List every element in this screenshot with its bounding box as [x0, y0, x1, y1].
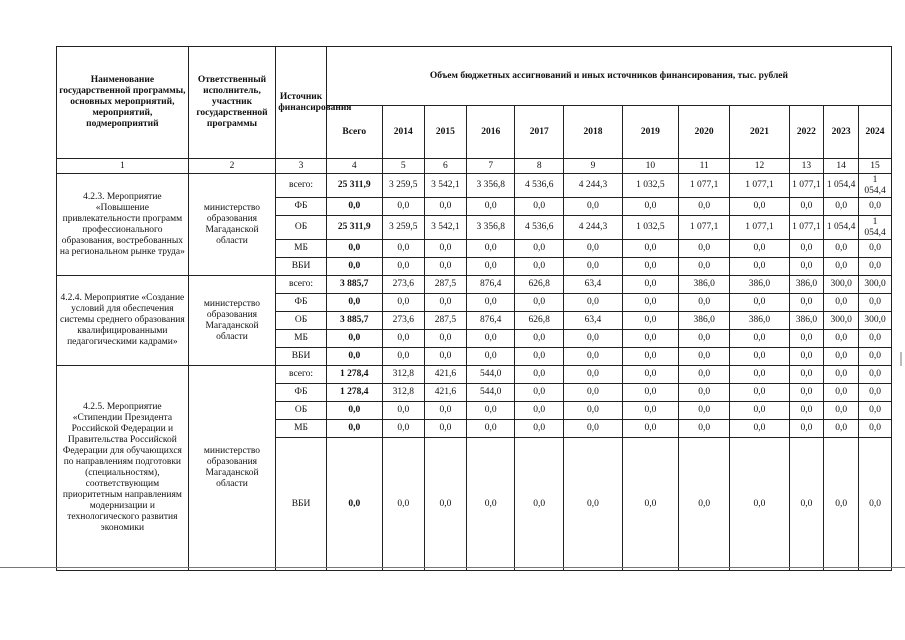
funding-source: ФБ	[276, 384, 327, 402]
budget-table-page	[56, 46, 892, 571]
year-value-2014: 312,8	[382, 384, 424, 402]
year-value-2019: 0,0	[622, 240, 678, 258]
year-value-2022: 0,0	[789, 366, 824, 384]
year-value-2019: 0,0	[622, 276, 678, 294]
header-column-number: 2	[188, 159, 275, 174]
year-value-2016: 0,0	[467, 240, 515, 258]
year-value-2019: 0,0	[622, 330, 678, 348]
header-source: Источник финансирования	[276, 47, 327, 159]
header-year-2024: 2024	[859, 106, 892, 159]
funding-source: ВБИ	[276, 438, 327, 571]
total-value: 25 311,9	[326, 174, 382, 198]
total-value: 0,0	[326, 330, 382, 348]
total-value: 0,0	[326, 402, 382, 420]
year-value-2016: 0,0	[467, 402, 515, 420]
year-value-2015: 421,6	[424, 366, 466, 384]
year-value-2019: 0,0	[622, 258, 678, 276]
year-value-2019: 1 032,5	[622, 174, 678, 198]
year-value-2014: 0,0	[382, 438, 424, 571]
year-value-2023: 1 054,4	[824, 216, 859, 240]
funding-source: всего:	[276, 174, 327, 198]
total-value: 0,0	[326, 240, 382, 258]
year-value-2018: 0,0	[563, 348, 622, 366]
year-value-2024: 1 054,4	[859, 216, 892, 240]
header-column-number: 13	[789, 159, 824, 174]
year-value-2014: 0,0	[382, 330, 424, 348]
year-value-2024: 0,0	[859, 348, 892, 366]
total-value: 0,0	[326, 294, 382, 312]
year-value-2017: 4 536,6	[515, 174, 563, 198]
year-value-2021: 0,0	[730, 294, 789, 312]
year-value-2017: 626,8	[515, 312, 563, 330]
year-value-2019: 0,0	[622, 312, 678, 330]
total-value: 3 885,7	[326, 276, 382, 294]
year-value-2023: 300,0	[824, 312, 859, 330]
year-value-2020: 386,0	[678, 276, 730, 294]
header-column-number: 15	[859, 159, 892, 174]
year-value-2019: 1 032,5	[622, 216, 678, 240]
year-value-2024: 0,0	[859, 240, 892, 258]
year-value-2016: 0,0	[467, 348, 515, 366]
table-row	[57, 366, 892, 384]
year-value-2024: 1 054,4	[859, 174, 892, 198]
measure-title: 4.2.4. Мероприятие «Создание условий для обеспечения системы среднего образования квалифицированными педагогическими кадрами»	[57, 276, 189, 366]
year-value-2022: 0,0	[789, 402, 824, 420]
total-value: 0,0	[326, 438, 382, 571]
funding-source: ОБ	[276, 216, 327, 240]
year-value-2016: 0,0	[467, 258, 515, 276]
year-value-2021: 0,0	[730, 384, 789, 402]
year-value-2023: 0,0	[824, 348, 859, 366]
year-value-2014: 0,0	[382, 420, 424, 438]
year-value-2020: 386,0	[678, 312, 730, 330]
year-value-2023: 0,0	[824, 384, 859, 402]
year-value-2017: 0,0	[515, 330, 563, 348]
year-value-2014: 0,0	[382, 258, 424, 276]
total-value: 0,0	[326, 198, 382, 216]
year-value-2020: 0,0	[678, 438, 730, 571]
year-value-2018: 0,0	[563, 420, 622, 438]
year-value-2022: 0,0	[789, 198, 824, 216]
header-column-number: 7	[467, 159, 515, 174]
year-value-2018: 0,0	[563, 366, 622, 384]
header-column-number: 5	[382, 159, 424, 174]
year-value-2017: 0,0	[515, 420, 563, 438]
header-year-2014: 2014	[382, 106, 424, 159]
year-value-2015: 0,0	[424, 258, 466, 276]
year-value-2019: 0,0	[622, 420, 678, 438]
year-value-2017: 0,0	[515, 198, 563, 216]
year-value-2018: 0,0	[563, 402, 622, 420]
year-value-2014: 0,0	[382, 348, 424, 366]
year-value-2023: 1 054,4	[824, 174, 859, 198]
responsible-executor: министерство образования Магаданской области	[188, 174, 275, 276]
total-value: 1 278,4	[326, 384, 382, 402]
year-value-2024: 0,0	[859, 384, 892, 402]
year-value-2021: 1 077,1	[730, 174, 789, 198]
year-value-2024: 0,0	[859, 294, 892, 312]
funding-source: ОБ	[276, 312, 327, 330]
year-value-2015: 0,0	[424, 240, 466, 258]
funding-source: ФБ	[276, 294, 327, 312]
year-value-2020: 0,0	[678, 258, 730, 276]
year-value-2015: 3 542,1	[424, 174, 466, 198]
year-value-2018: 0,0	[563, 294, 622, 312]
year-value-2024: 0,0	[859, 438, 892, 571]
header-year-2020: 2020	[678, 106, 730, 159]
year-value-2020: 0,0	[678, 348, 730, 366]
year-value-2021: 0,0	[730, 402, 789, 420]
page-bottom-rule	[0, 567, 905, 568]
year-value-2021: 386,0	[730, 276, 789, 294]
year-value-2023: 0,0	[824, 420, 859, 438]
header-column-number: 14	[824, 159, 859, 174]
funding-source: ФБ	[276, 198, 327, 216]
year-value-2017: 0,0	[515, 384, 563, 402]
year-value-2023: 0,0	[824, 198, 859, 216]
header-column-number: 9	[563, 159, 622, 174]
year-value-2015: 287,5	[424, 312, 466, 330]
year-value-2015: 0,0	[424, 330, 466, 348]
year-value-2024: 0,0	[859, 366, 892, 384]
total-value: 1 278,4	[326, 366, 382, 384]
year-value-2019: 0,0	[622, 438, 678, 571]
year-value-2016: 0,0	[467, 330, 515, 348]
year-value-2022: 0,0	[789, 348, 824, 366]
measure-title: 4.2.5. Мероприятие «Стипендии Президента Российской Федерации и Правительства Российской Федерации для обучающихся по направлениям подготовки (специальностям), соответствующим приоритетным направлениям модернизации и технологического развития экономики	[57, 366, 189, 571]
year-value-2017: 0,0	[515, 366, 563, 384]
year-value-2022: 1 077,1	[789, 216, 824, 240]
year-value-2017: 0,0	[515, 294, 563, 312]
year-value-2016: 0,0	[467, 420, 515, 438]
header-column-number: 6	[424, 159, 466, 174]
year-value-2017: 0,0	[515, 348, 563, 366]
header-column-number: 1	[57, 159, 189, 174]
header-year-2022: 2022	[789, 106, 824, 159]
year-value-2016: 0,0	[467, 438, 515, 571]
header-year-2018: 2018	[563, 106, 622, 159]
year-value-2023: 0,0	[824, 366, 859, 384]
year-value-2020: 1 077,1	[678, 174, 730, 198]
year-value-2016: 876,4	[467, 276, 515, 294]
total-value: 3 885,7	[326, 312, 382, 330]
funding-source: ВБИ	[276, 258, 327, 276]
year-value-2020: 0,0	[678, 420, 730, 438]
scan-artifact	[900, 352, 902, 366]
funding-source: МБ	[276, 420, 327, 438]
year-value-2022: 386,0	[789, 276, 824, 294]
header-column-number: 3	[276, 159, 327, 174]
header-executor: Ответственный исполнитель, участник государственной программы	[188, 47, 275, 159]
year-value-2024: 0,0	[859, 330, 892, 348]
year-value-2014: 273,6	[382, 312, 424, 330]
year-value-2021: 0,0	[730, 348, 789, 366]
measure-title: 4.2.3. Мероприятие «Повышение привлекательности программ профессионального образования, востребованных на региональном рынке труда»	[57, 174, 189, 276]
year-value-2015: 0,0	[424, 438, 466, 571]
year-value-2021: 0,0	[730, 198, 789, 216]
year-value-2023: 0,0	[824, 438, 859, 571]
year-value-2016: 0,0	[467, 198, 515, 216]
year-value-2023: 0,0	[824, 402, 859, 420]
header-year-2019: 2019	[622, 106, 678, 159]
year-value-2024: 300,0	[859, 276, 892, 294]
year-value-2015: 0,0	[424, 402, 466, 420]
year-value-2020: 1 077,1	[678, 216, 730, 240]
year-value-2014: 0,0	[382, 198, 424, 216]
year-value-2018: 0,0	[563, 438, 622, 571]
year-value-2022: 1 077,1	[789, 174, 824, 198]
header-column-number: 12	[730, 159, 789, 174]
year-value-2021: 0,0	[730, 330, 789, 348]
year-value-2021: 0,0	[730, 438, 789, 571]
year-value-2016: 3 356,8	[467, 216, 515, 240]
year-value-2021: 0,0	[730, 366, 789, 384]
table-row	[57, 174, 892, 198]
funding-source: МБ	[276, 330, 327, 348]
year-value-2015: 0,0	[424, 198, 466, 216]
year-value-2015: 0,0	[424, 420, 466, 438]
year-value-2018: 0,0	[563, 258, 622, 276]
year-value-2024: 0,0	[859, 402, 892, 420]
year-value-2023: 0,0	[824, 240, 859, 258]
year-value-2019: 0,0	[622, 402, 678, 420]
year-value-2024: 0,0	[859, 198, 892, 216]
table-row	[57, 276, 892, 294]
year-value-2022: 0,0	[789, 294, 824, 312]
year-value-2020: 0,0	[678, 294, 730, 312]
year-value-2021: 386,0	[730, 312, 789, 330]
year-value-2019: 0,0	[622, 294, 678, 312]
year-value-2014: 312,8	[382, 366, 424, 384]
year-value-2018: 0,0	[563, 384, 622, 402]
year-value-2020: 0,0	[678, 198, 730, 216]
year-value-2022: 0,0	[789, 258, 824, 276]
year-value-2021: 0,0	[730, 420, 789, 438]
year-value-2020: 0,0	[678, 240, 730, 258]
year-value-2018: 4 244,3	[563, 174, 622, 198]
header-year-2016: 2016	[467, 106, 515, 159]
year-value-2015: 421,6	[424, 384, 466, 402]
year-value-2015: 287,5	[424, 276, 466, 294]
year-value-2021: 0,0	[730, 240, 789, 258]
total-value: 0,0	[326, 420, 382, 438]
year-value-2018: 63,4	[563, 312, 622, 330]
year-value-2023: 0,0	[824, 294, 859, 312]
header-year-2015: 2015	[424, 106, 466, 159]
year-value-2022: 0,0	[789, 330, 824, 348]
year-value-2016: 0,0	[467, 294, 515, 312]
year-value-2023: 0,0	[824, 258, 859, 276]
total-value: 0,0	[326, 258, 382, 276]
year-value-2022: 386,0	[789, 312, 824, 330]
total-value: 0,0	[326, 348, 382, 366]
budget-allocation-table	[56, 46, 892, 571]
year-value-2023: 300,0	[824, 276, 859, 294]
header-program-name: Наименование государственной программы, основных мероприятий, мероприятий, подмероприятий	[57, 47, 189, 159]
year-value-2018: 4 244,3	[563, 216, 622, 240]
year-value-2017: 626,8	[515, 276, 563, 294]
header-column-number: 10	[622, 159, 678, 174]
header-column-number: 8	[515, 159, 563, 174]
header-year-2023: 2023	[824, 106, 859, 159]
year-value-2020: 0,0	[678, 384, 730, 402]
header-year-2021: 2021	[730, 106, 789, 159]
year-value-2018: 63,4	[563, 276, 622, 294]
year-value-2021: 1 077,1	[730, 216, 789, 240]
funding-source: ОБ	[276, 402, 327, 420]
year-value-2022: 0,0	[789, 384, 824, 402]
year-value-2018: 0,0	[563, 240, 622, 258]
year-value-2021: 0,0	[730, 258, 789, 276]
year-value-2015: 0,0	[424, 294, 466, 312]
year-value-2014: 0,0	[382, 240, 424, 258]
responsible-executor: министерство образования Магаданской области	[188, 276, 275, 366]
year-value-2020: 0,0	[678, 366, 730, 384]
year-value-2022: 0,0	[789, 420, 824, 438]
year-value-2016: 544,0	[467, 384, 515, 402]
year-value-2016: 544,0	[467, 366, 515, 384]
year-value-2016: 876,4	[467, 312, 515, 330]
funding-source: МБ	[276, 240, 327, 258]
header-year-2017: 2017	[515, 106, 563, 159]
funding-source: всего:	[276, 366, 327, 384]
year-value-2019: 0,0	[622, 348, 678, 366]
year-value-2015: 3 542,1	[424, 216, 466, 240]
year-value-2022: 0,0	[789, 240, 824, 258]
total-value: 25 311,9	[326, 216, 382, 240]
year-value-2024: 300,0	[859, 312, 892, 330]
funding-source: всего:	[276, 276, 327, 294]
year-value-2015: 0,0	[424, 348, 466, 366]
year-value-2017: 0,0	[515, 258, 563, 276]
year-value-2020: 0,0	[678, 402, 730, 420]
responsible-executor: министерство образования Магаданской области	[188, 366, 275, 571]
year-value-2014: 0,0	[382, 402, 424, 420]
year-value-2017: 0,0	[515, 402, 563, 420]
header-column-number: 11	[678, 159, 730, 174]
funding-source: ВБИ	[276, 348, 327, 366]
year-value-2018: 0,0	[563, 330, 622, 348]
year-value-2023: 0,0	[824, 330, 859, 348]
year-value-2014: 273,6	[382, 276, 424, 294]
year-value-2017: 0,0	[515, 438, 563, 571]
year-value-2014: 3 259,5	[382, 216, 424, 240]
year-value-2020: 0,0	[678, 330, 730, 348]
header-column-number: 4	[326, 159, 382, 174]
year-value-2019: 0,0	[622, 198, 678, 216]
header-total: Всего	[326, 106, 382, 159]
year-value-2019: 0,0	[622, 366, 678, 384]
year-value-2017: 4 536,6	[515, 216, 563, 240]
year-value-2014: 3 259,5	[382, 174, 424, 198]
year-value-2024: 0,0	[859, 258, 892, 276]
year-value-2018: 0,0	[563, 198, 622, 216]
year-value-2022: 0,0	[789, 438, 824, 571]
year-value-2017: 0,0	[515, 240, 563, 258]
year-value-2016: 3 356,8	[467, 174, 515, 198]
header-financing-group: Объем бюджетных ассигнований и иных источников финансирования, тыс. рублей	[326, 47, 891, 106]
year-value-2019: 0,0	[622, 384, 678, 402]
year-value-2024: 0,0	[859, 420, 892, 438]
year-value-2014: 0,0	[382, 294, 424, 312]
